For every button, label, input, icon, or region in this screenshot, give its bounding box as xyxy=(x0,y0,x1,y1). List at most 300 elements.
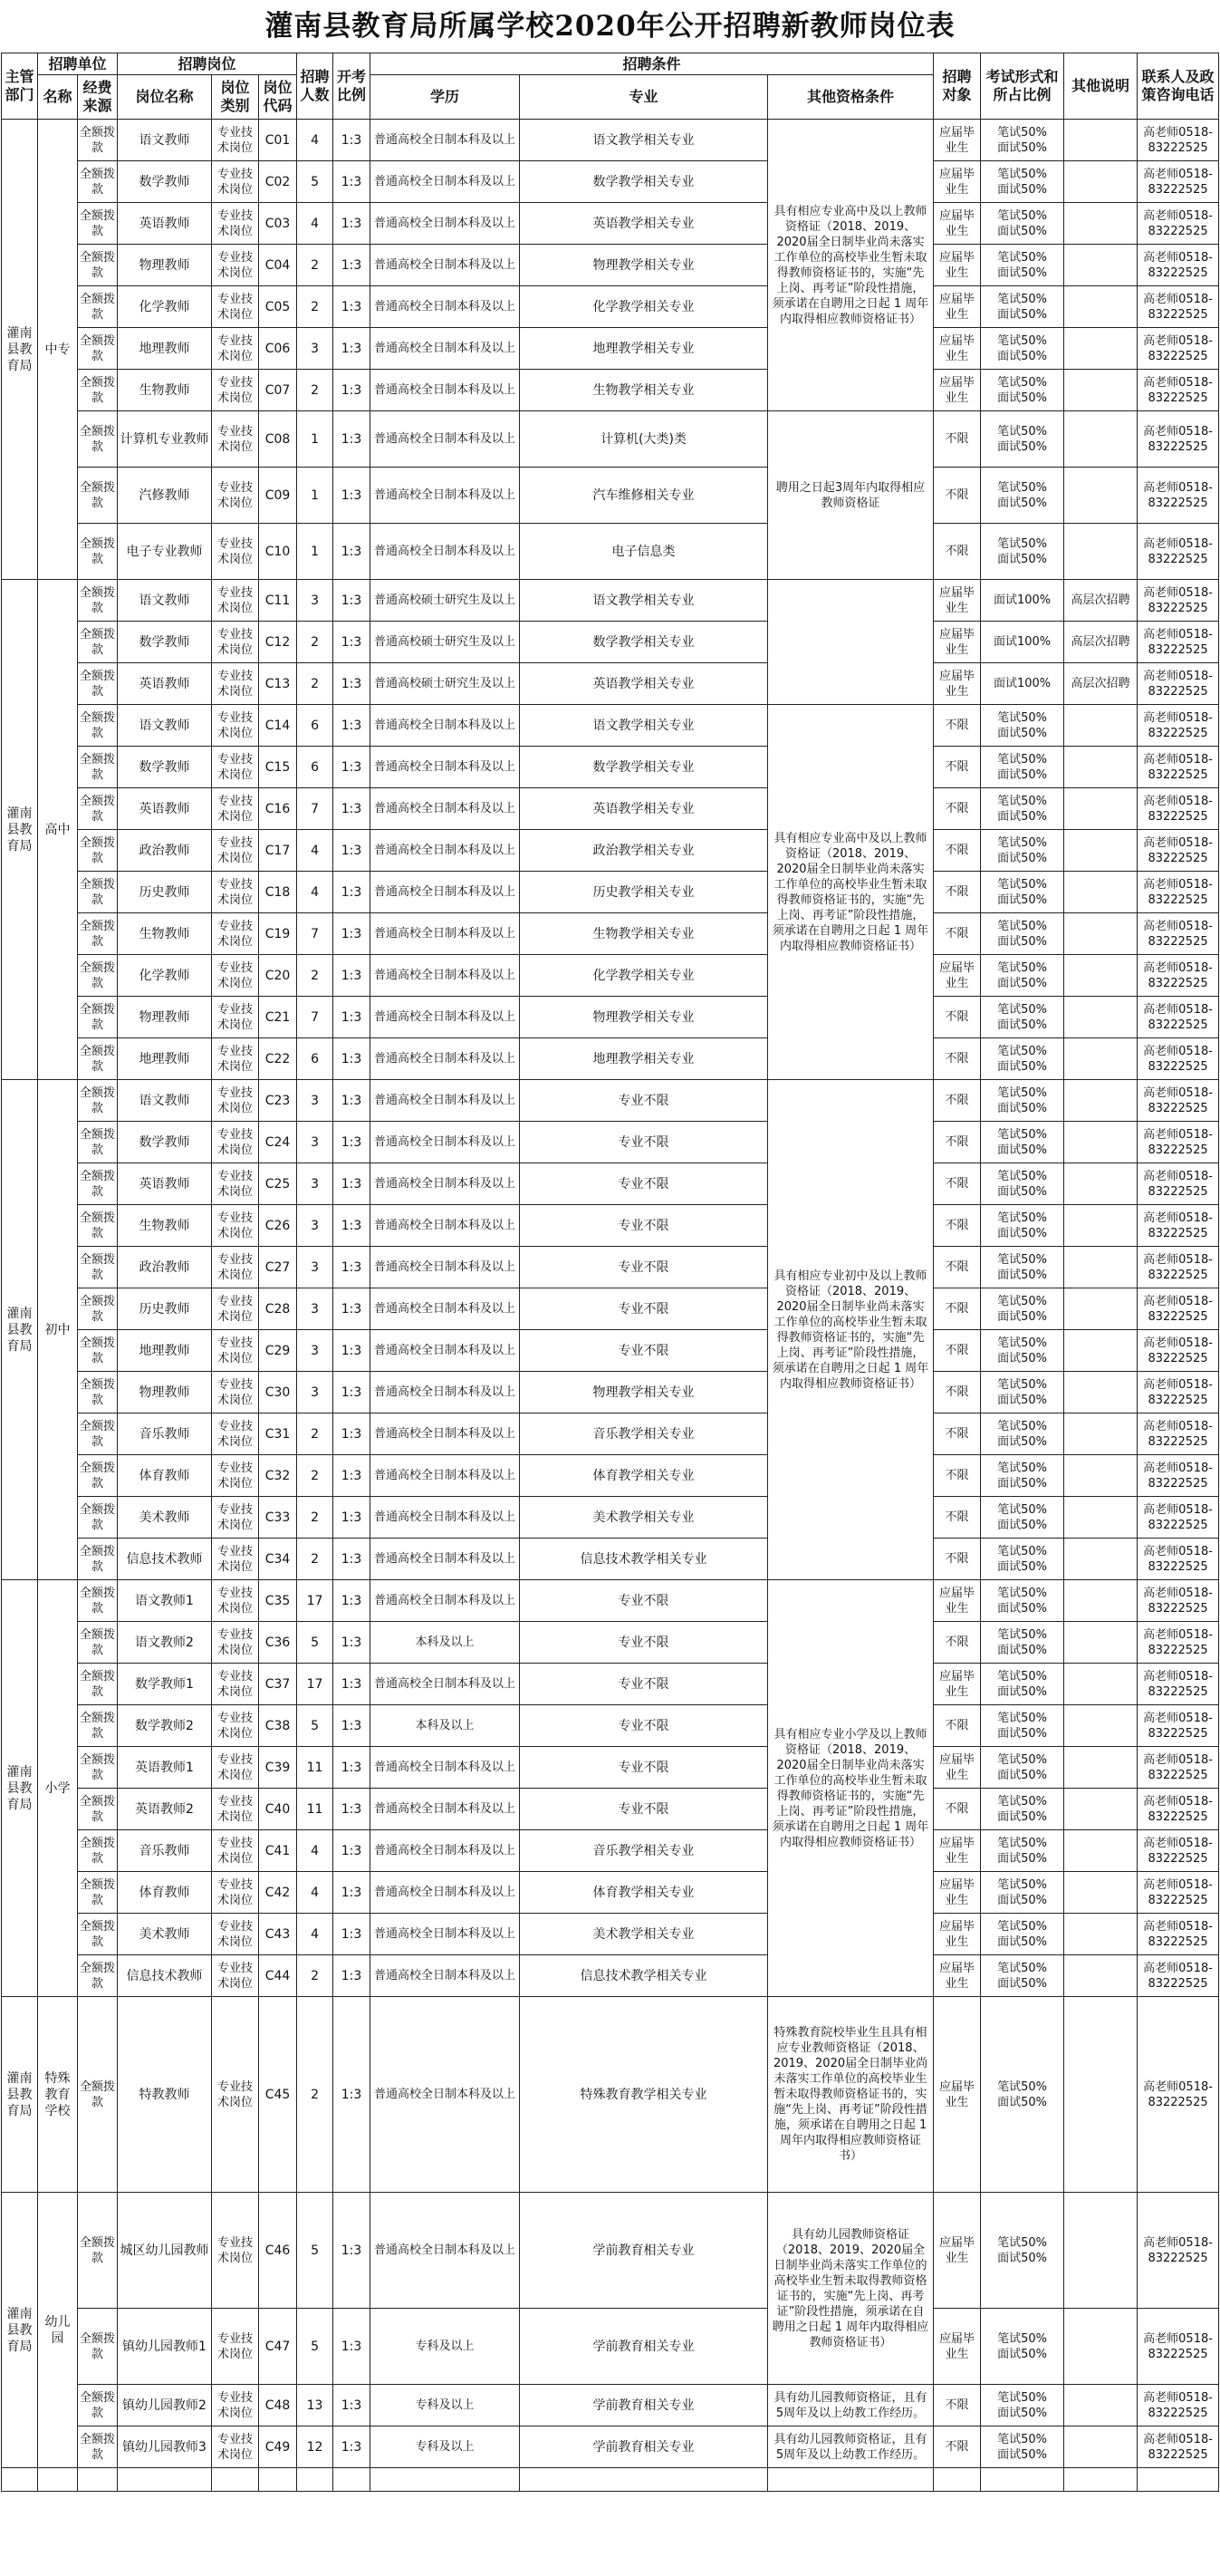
contact-cell: 高老师0518-83222525 xyxy=(1138,524,1219,580)
notes-cell xyxy=(1064,370,1138,411)
notes-cell xyxy=(1064,830,1138,872)
ratio-cell: 1:3 xyxy=(333,2426,370,2468)
post-name-cell: 城区幼儿园教师 xyxy=(118,2193,212,2309)
count-cell: 1 xyxy=(297,524,333,580)
edu-cell: 普通高校全日制本科及以上 xyxy=(370,1372,520,1413)
major-cell: 专业不限 xyxy=(520,1580,768,1622)
post-code-cell: C26 xyxy=(259,1205,297,1247)
major-cell: 汽车维修相关专业 xyxy=(520,468,768,524)
empty-cell xyxy=(212,2468,259,2492)
funding-cell: 全额拨款 xyxy=(78,955,118,997)
post-name-cell: 语文教师 xyxy=(118,1080,212,1122)
ratio-cell: 1:3 xyxy=(333,120,370,161)
funding-cell: 全额拨款 xyxy=(78,468,118,524)
major-cell: 化学教学相关专业 xyxy=(520,955,768,997)
major-cell: 地理教学相关专业 xyxy=(520,328,768,370)
post-type-cell: 专业技术岗位 xyxy=(212,788,259,830)
major-cell: 学前教育相关专业 xyxy=(520,2193,768,2309)
post-code-cell: C02 xyxy=(259,161,297,203)
target-cell: 不限 xyxy=(934,1122,981,1163)
funding-cell: 全额拨款 xyxy=(78,120,118,161)
funding-cell: 全额拨款 xyxy=(78,245,118,286)
notes-cell xyxy=(1064,2193,1138,2309)
exam-cell: 笔试50% 面试50% xyxy=(981,1705,1064,1747)
post-code-cell: C09 xyxy=(259,468,297,524)
post-type-cell: 专业技术岗位 xyxy=(212,1747,259,1789)
count-cell: 1 xyxy=(297,468,333,524)
edu-cell: 普通高校全日制本科及以上 xyxy=(370,120,520,161)
count-cell: 7 xyxy=(297,788,333,830)
funding-cell: 全额拨款 xyxy=(78,747,118,788)
funding-cell: 全额拨款 xyxy=(78,2193,118,2309)
post-type-cell: 专业技术岗位 xyxy=(212,705,259,747)
funding-cell: 全额拨款 xyxy=(78,1038,118,1080)
target-cell: 应届毕业生 xyxy=(934,622,981,663)
header-contact: 联系人及政策咨询电话 xyxy=(1138,53,1219,120)
target-cell: 不限 xyxy=(934,747,981,788)
header-ratio: 开考比例 xyxy=(333,53,370,120)
ratio-cell: 1:3 xyxy=(333,1872,370,1914)
other-conditions-cell: 具有相应专业初中及以上教师资格证（2018、2019、2020届全日制毕业尚未落实工作单位的高校毕业生暂未取得教师资格证书的，实施“先上岗、再考证”阶段性措施，须承诺在自聘用之日起 1 周年内取得相应教师资格证书） xyxy=(768,1080,934,1580)
empty-cell xyxy=(297,2468,333,2492)
contact-cell: 高老师0518-83222525 xyxy=(1138,2193,1219,2309)
post-name-cell: 历史教师 xyxy=(118,1288,212,1330)
contact-cell: 高老师0518-83222525 xyxy=(1138,1914,1219,1955)
notes-cell xyxy=(1064,1163,1138,1205)
count-cell: 2 xyxy=(297,1413,333,1455)
post-code-cell: C24 xyxy=(259,1122,297,1163)
contact-cell: 高老师0518-83222525 xyxy=(1138,328,1219,370)
post-type-cell: 专业技术岗位 xyxy=(212,1789,259,1830)
post-type-cell: 专业技术岗位 xyxy=(212,1205,259,1247)
funding-cell: 全额拨款 xyxy=(78,286,118,328)
post-code-cell: C37 xyxy=(259,1664,297,1705)
post-name-cell: 镇幼儿园教师2 xyxy=(118,2385,212,2426)
count-cell: 3 xyxy=(297,1163,333,1205)
post-type-cell: 专业技术岗位 xyxy=(212,524,259,580)
contact-cell: 高老师0518-83222525 xyxy=(1138,1747,1219,1789)
exam-cell: 笔试50% 面试50% xyxy=(981,1413,1064,1455)
table-row xyxy=(2,161,1219,203)
count-cell: 11 xyxy=(297,1747,333,1789)
ratio-cell: 1:3 xyxy=(333,411,370,468)
target-cell: 不限 xyxy=(934,788,981,830)
major-cell: 英语教学相关专业 xyxy=(520,203,768,245)
contact-cell: 高老师0518-83222525 xyxy=(1138,1580,1219,1622)
count-cell: 3 xyxy=(297,1330,333,1372)
funding-cell: 全额拨款 xyxy=(78,370,118,411)
exam-cell: 笔试50% 面试50% xyxy=(981,788,1064,830)
notes-cell xyxy=(1064,411,1138,468)
post-type-cell: 专业技术岗位 xyxy=(212,1955,259,1997)
post-code-cell: C48 xyxy=(259,2385,297,2426)
major-cell: 语文教学相关专业 xyxy=(520,120,768,161)
exam-cell: 笔试50% 面试50% xyxy=(981,1664,1064,1705)
count-cell: 2 xyxy=(297,245,333,286)
exam-cell: 笔试50% 面试50% xyxy=(981,1455,1064,1497)
contact-cell: 高老师0518-83222525 xyxy=(1138,1955,1219,1997)
major-cell: 专业不限 xyxy=(520,1747,768,1789)
header-post-group: 招聘岗位 xyxy=(118,53,297,75)
funding-cell: 全额拨款 xyxy=(78,1080,118,1122)
post-type-cell: 专业技术岗位 xyxy=(212,1830,259,1872)
contact-cell: 高老师0518-83222525 xyxy=(1138,411,1219,468)
ratio-cell: 1:3 xyxy=(333,747,370,788)
post-type-cell: 专业技术岗位 xyxy=(212,1664,259,1705)
target-cell: 应届毕业生 xyxy=(934,161,981,203)
post-code-cell: C01 xyxy=(259,120,297,161)
funding-cell: 全额拨款 xyxy=(78,1705,118,1747)
contact-cell: 高老师0518-83222525 xyxy=(1138,788,1219,830)
exam-cell: 笔试50% 面试50% xyxy=(981,1372,1064,1413)
major-cell: 计算机(大类)类 xyxy=(520,411,768,468)
exam-cell: 笔试50% 面试50% xyxy=(981,286,1064,328)
notes-cell xyxy=(1064,286,1138,328)
notes-cell xyxy=(1064,328,1138,370)
contact-cell: 高老师0518-83222525 xyxy=(1138,705,1219,747)
notes-cell xyxy=(1064,1205,1138,1247)
ratio-cell: 1:3 xyxy=(333,1914,370,1955)
post-type-cell: 专业技术岗位 xyxy=(212,286,259,328)
table-row xyxy=(2,2426,1219,2468)
empty-cell xyxy=(981,2468,1064,2492)
edu-cell: 普通高校全日制本科及以上 xyxy=(370,161,520,203)
exam-cell: 笔试50% 面试50% xyxy=(981,328,1064,370)
unit-cell: 幼儿园 xyxy=(38,2193,78,2468)
post-type-cell: 专业技术岗位 xyxy=(212,872,259,913)
post-code-cell: C17 xyxy=(259,830,297,872)
funding-cell: 全额拨款 xyxy=(78,1622,118,1664)
contact-cell: 高老师0518-83222525 xyxy=(1138,1288,1219,1330)
exam-cell: 笔试50% 面试50% xyxy=(981,1247,1064,1288)
edu-cell: 普通高校全日制本科及以上 xyxy=(370,1455,520,1497)
edu-cell: 普通高校全日制本科及以上 xyxy=(370,913,520,955)
exam-cell: 笔试50% 面试50% xyxy=(981,2193,1064,2309)
table-row xyxy=(2,1038,1219,1080)
contact-cell: 高老师0518-83222525 xyxy=(1138,1664,1219,1705)
exam-cell: 笔试50% 面试50% xyxy=(981,1622,1064,1664)
post-type-cell: 专业技术岗位 xyxy=(212,2385,259,2426)
post-name-cell: 数学教师 xyxy=(118,622,212,663)
major-cell: 特殊教育教学相关专业 xyxy=(520,1997,768,2193)
count-cell: 2 xyxy=(297,622,333,663)
edu-cell: 普通高校全日制本科及以上 xyxy=(370,1205,520,1247)
post-name-cell: 数学教师1 xyxy=(118,1664,212,1705)
other-conditions-cell: 特殊教育院校毕业生且具有相应专业教师资格证（2018、2019、2020届全日制毕业尚未落实工作单位的高校毕业生暂未取得教师资格证书的，实施“先上岗、再考证”阶段性措施，须承诺在自聘用之日起 1 周年内取得相应教师资格证书） xyxy=(768,1997,934,2193)
major-cell: 语文教学相关专业 xyxy=(520,705,768,747)
edu-cell: 普通高校全日制本科及以上 xyxy=(370,830,520,872)
funding-cell: 全额拨款 xyxy=(78,1413,118,1455)
count-cell: 4 xyxy=(297,830,333,872)
contact-cell: 高老师0518-83222525 xyxy=(1138,161,1219,203)
notes-cell xyxy=(1064,2426,1138,2468)
count-cell: 1 xyxy=(297,411,333,468)
ratio-cell: 1:3 xyxy=(333,1205,370,1247)
table-row xyxy=(2,1122,1219,1163)
notes-cell xyxy=(1064,468,1138,524)
major-cell: 英语教学相关专业 xyxy=(520,663,768,705)
ratio-cell: 1:3 xyxy=(333,1413,370,1455)
target-cell: 应届毕业生 xyxy=(934,580,981,622)
exam-cell: 笔试50% 面试50% xyxy=(981,370,1064,411)
target-cell: 不限 xyxy=(934,1288,981,1330)
major-cell: 专业不限 xyxy=(520,1789,768,1830)
exam-cell: 面试100% xyxy=(981,622,1064,663)
other-conditions-cell: 具有相应专业高中及以上教师资格证（2018、2019、2020届全日制毕业尚未落实工作单位的高校毕业生暂未取得教师资格证书的，实施“先上岗、再考证”阶段性措施，须承诺在自聘用之日起 1 周年内取得相应教师资格证书） xyxy=(768,705,934,1080)
notes-cell: 高层次招聘 xyxy=(1064,580,1138,622)
ratio-cell: 1:3 xyxy=(333,1747,370,1789)
funding-cell: 全额拨款 xyxy=(78,1955,118,1997)
post-name-cell: 音乐教师 xyxy=(118,1830,212,1872)
notes-cell xyxy=(1064,1330,1138,1372)
table-row xyxy=(2,2309,1219,2385)
post-code-cell: C21 xyxy=(259,997,297,1038)
target-cell: 不限 xyxy=(934,913,981,955)
exam-cell: 笔试50% 面试50% xyxy=(981,2385,1064,2426)
post-code-cell: C05 xyxy=(259,286,297,328)
post-code-cell: C23 xyxy=(259,1080,297,1122)
target-cell: 不限 xyxy=(934,1705,981,1747)
edu-cell: 普通高校全日制本科及以上 xyxy=(370,328,520,370)
major-cell: 学前教育相关专业 xyxy=(520,2426,768,2468)
ratio-cell: 1:3 xyxy=(333,1622,370,1664)
target-cell: 应届毕业生 xyxy=(934,663,981,705)
exam-cell: 笔试50% 面试50% xyxy=(981,747,1064,788)
notes-cell xyxy=(1064,203,1138,245)
contact-cell: 高老师0518-83222525 xyxy=(1138,1830,1219,1872)
exam-cell: 笔试50% 面试50% xyxy=(981,997,1064,1038)
post-code-cell: C13 xyxy=(259,663,297,705)
funding-cell: 全额拨款 xyxy=(78,2385,118,2426)
post-type-cell: 专业技术岗位 xyxy=(212,1330,259,1372)
exam-cell: 笔试50% 面试50% xyxy=(981,1955,1064,1997)
table-row xyxy=(2,1705,1219,1747)
edu-cell: 普通高校全日制本科及以上 xyxy=(370,411,520,468)
header-exam: 考试形式和所占比例 xyxy=(981,53,1064,120)
major-cell: 物理教学相关专业 xyxy=(520,997,768,1038)
contact-cell: 高老师0518-83222525 xyxy=(1138,468,1219,524)
count-cell: 6 xyxy=(297,705,333,747)
table-row xyxy=(2,1914,1219,1955)
funding-cell: 全额拨款 xyxy=(78,622,118,663)
funding-cell: 全额拨款 xyxy=(78,1497,118,1539)
table-row xyxy=(2,913,1219,955)
target-cell: 不限 xyxy=(934,468,981,524)
notes-cell xyxy=(1064,1038,1138,1080)
notes-cell xyxy=(1064,245,1138,286)
count-cell: 4 xyxy=(297,1872,333,1914)
post-code-cell: C27 xyxy=(259,1247,297,1288)
edu-cell: 普通高校全日制本科及以上 xyxy=(370,705,520,747)
count-cell: 3 xyxy=(297,1247,333,1288)
post-type-cell: 专业技术岗位 xyxy=(212,1247,259,1288)
notes-cell xyxy=(1064,161,1138,203)
count-cell: 3 xyxy=(297,1205,333,1247)
major-cell: 化学教学相关专业 xyxy=(520,286,768,328)
post-type-cell: 专业技术岗位 xyxy=(212,1288,259,1330)
post-code-cell: C47 xyxy=(259,2309,297,2385)
table-row xyxy=(2,580,1219,622)
dept-cell: 灌南县教育局 xyxy=(2,1080,38,1580)
contact-cell: 高老师0518-83222525 xyxy=(1138,747,1219,788)
count-cell: 7 xyxy=(297,913,333,955)
header-edu: 学历 xyxy=(370,75,520,120)
table-row xyxy=(2,203,1219,245)
table-row xyxy=(2,468,1219,524)
table-row xyxy=(2,663,1219,705)
funding-cell: 全额拨款 xyxy=(78,524,118,580)
major-cell: 信息技术教学相关专业 xyxy=(520,1539,768,1580)
major-cell: 专业不限 xyxy=(520,1247,768,1288)
post-type-cell: 专业技术岗位 xyxy=(212,1038,259,1080)
exam-cell: 笔试50% 面试50% xyxy=(981,161,1064,203)
other-conditions-cell xyxy=(768,580,934,705)
table-row xyxy=(2,2385,1219,2426)
edu-cell: 普通高校全日制本科及以上 xyxy=(370,1247,520,1288)
header-dept: 主管部门 xyxy=(2,53,38,120)
edu-cell: 普通高校全日制本科及以上 xyxy=(370,2193,520,2309)
major-cell: 专业不限 xyxy=(520,1705,768,1747)
notes-cell xyxy=(1064,1080,1138,1122)
post-code-cell: C45 xyxy=(259,1997,297,2193)
major-cell: 物理教学相关专业 xyxy=(520,245,768,286)
target-cell: 应届毕业生 xyxy=(934,328,981,370)
post-name-cell: 汽修教师 xyxy=(118,468,212,524)
edu-cell: 普通高校全日制本科及以上 xyxy=(370,1830,520,1872)
post-code-cell: C42 xyxy=(259,1872,297,1914)
major-cell: 英语教学相关专业 xyxy=(520,788,768,830)
table-row xyxy=(2,705,1219,747)
ratio-cell: 1:3 xyxy=(333,663,370,705)
notes-cell xyxy=(1064,1747,1138,1789)
ratio-cell: 1:3 xyxy=(333,1288,370,1330)
post-type-cell: 专业技术岗位 xyxy=(212,580,259,622)
ratio-cell: 1:3 xyxy=(333,1372,370,1413)
header-funding: 经费来源 xyxy=(78,75,118,120)
ratio-cell: 1:3 xyxy=(333,580,370,622)
post-code-cell: C39 xyxy=(259,1747,297,1789)
exam-cell: 笔试50% 面试50% xyxy=(981,1205,1064,1247)
table-row xyxy=(2,370,1219,411)
post-code-cell: C33 xyxy=(259,1497,297,1539)
target-cell: 不限 xyxy=(934,1789,981,1830)
post-name-cell: 生物教师 xyxy=(118,913,212,955)
target-cell: 不限 xyxy=(934,524,981,580)
table-body xyxy=(2,120,1219,2492)
target-cell: 应届毕业生 xyxy=(934,1997,981,2193)
ratio-cell: 1:3 xyxy=(333,1580,370,1622)
post-code-cell: C38 xyxy=(259,1705,297,1747)
exam-cell: 笔试50% 面试50% xyxy=(981,1080,1064,1122)
post-code-cell: C03 xyxy=(259,203,297,245)
post-code-cell: C06 xyxy=(259,328,297,370)
contact-cell: 高老师0518-83222525 xyxy=(1138,830,1219,872)
post-type-cell: 专业技术岗位 xyxy=(212,663,259,705)
target-cell: 应届毕业生 xyxy=(934,955,981,997)
edu-cell: 普通高校全日制本科及以上 xyxy=(370,1580,520,1622)
post-code-cell: C10 xyxy=(259,524,297,580)
table-row xyxy=(2,788,1219,830)
count-cell: 2 xyxy=(297,1955,333,1997)
funding-cell: 全额拨款 xyxy=(78,1872,118,1914)
count-cell: 2 xyxy=(297,663,333,705)
contact-cell: 高老师0518-83222525 xyxy=(1138,663,1219,705)
major-cell: 美术教学相关专业 xyxy=(520,1914,768,1955)
edu-cell: 普通高校全日制本科及以上 xyxy=(370,747,520,788)
header-post-type: 岗位类别 xyxy=(212,75,259,120)
post-name-cell: 计算机专业教师 xyxy=(118,411,212,468)
target-cell: 应届毕业生 xyxy=(934,1872,981,1914)
target-cell: 不限 xyxy=(934,1455,981,1497)
post-type-cell: 专业技术岗位 xyxy=(212,1622,259,1664)
post-name-cell: 物理教师 xyxy=(118,1372,212,1413)
other-conditions-cell: 具有相应专业小学及以上教师资格证（2018、2019、2020届全日制毕业尚未落实工作单位的高校毕业生暂未取得教师资格证书的，实施“先上岗、再考证”阶段性措施，须承诺在自聘用之日起 1 周年内取得相应教师资格证书） xyxy=(768,1580,934,1997)
funding-cell: 全额拨款 xyxy=(78,203,118,245)
funding-cell: 全额拨款 xyxy=(78,1455,118,1497)
count-cell: 17 xyxy=(297,1580,333,1622)
post-name-cell: 语文教师 xyxy=(118,120,212,161)
count-cell: 3 xyxy=(297,1080,333,1122)
positions-table xyxy=(1,53,1219,2492)
post-type-cell: 专业技术岗位 xyxy=(212,1122,259,1163)
edu-cell: 普通高校全日制本科及以上 xyxy=(370,203,520,245)
post-type-cell: 专业技术岗位 xyxy=(212,2193,259,2309)
post-type-cell: 专业技术岗位 xyxy=(212,747,259,788)
ratio-cell: 1:3 xyxy=(333,1497,370,1539)
table-row xyxy=(2,286,1219,328)
target-cell: 不限 xyxy=(934,1622,981,1664)
post-name-cell: 历史教师 xyxy=(118,872,212,913)
post-type-cell: 专业技术岗位 xyxy=(212,120,259,161)
header-major: 专业 xyxy=(520,75,768,120)
count-cell: 2 xyxy=(297,1539,333,1580)
count-cell: 5 xyxy=(297,2309,333,2385)
post-type-cell: 专业技术岗位 xyxy=(212,1497,259,1539)
ratio-cell: 1:3 xyxy=(333,1247,370,1288)
notes-cell xyxy=(1064,1705,1138,1747)
target-cell: 应届毕业生 xyxy=(934,2309,981,2385)
post-name-cell: 美术教师 xyxy=(118,1914,212,1955)
edu-cell: 普通高校全日制本科及以上 xyxy=(370,1747,520,1789)
post-code-cell: C12 xyxy=(259,622,297,663)
notes-cell xyxy=(1064,1580,1138,1622)
major-cell: 地理教学相关专业 xyxy=(520,1038,768,1080)
funding-cell: 全额拨款 xyxy=(78,2309,118,2385)
funding-cell: 全额拨款 xyxy=(78,1789,118,1830)
target-cell: 不限 xyxy=(934,1205,981,1247)
notes-cell xyxy=(1064,1455,1138,1497)
post-code-cell: C29 xyxy=(259,1330,297,1372)
target-cell: 不限 xyxy=(934,1163,981,1205)
ratio-cell: 1:3 xyxy=(333,1830,370,1872)
post-code-cell: C15 xyxy=(259,747,297,788)
exam-cell: 笔试50% 面试50% xyxy=(981,1914,1064,1955)
post-name-cell: 政治教师 xyxy=(118,830,212,872)
table-row xyxy=(2,1580,1219,1622)
count-cell: 2 xyxy=(297,1997,333,2193)
table-row xyxy=(2,411,1219,468)
table-row xyxy=(2,2193,1219,2309)
target-cell: 应届毕业生 xyxy=(934,120,981,161)
count-cell: 2 xyxy=(297,286,333,328)
major-cell: 学前教育相关专业 xyxy=(520,2385,768,2426)
funding-cell: 全额拨款 xyxy=(78,1247,118,1288)
edu-cell: 普通高校全日制本科及以上 xyxy=(370,1163,520,1205)
edu-cell: 专科及以上 xyxy=(370,2309,520,2385)
contact-cell: 高老师0518-83222525 xyxy=(1138,1872,1219,1914)
edu-cell: 普通高校全日制本科及以上 xyxy=(370,1497,520,1539)
contact-cell: 高老师0518-83222525 xyxy=(1138,1455,1219,1497)
